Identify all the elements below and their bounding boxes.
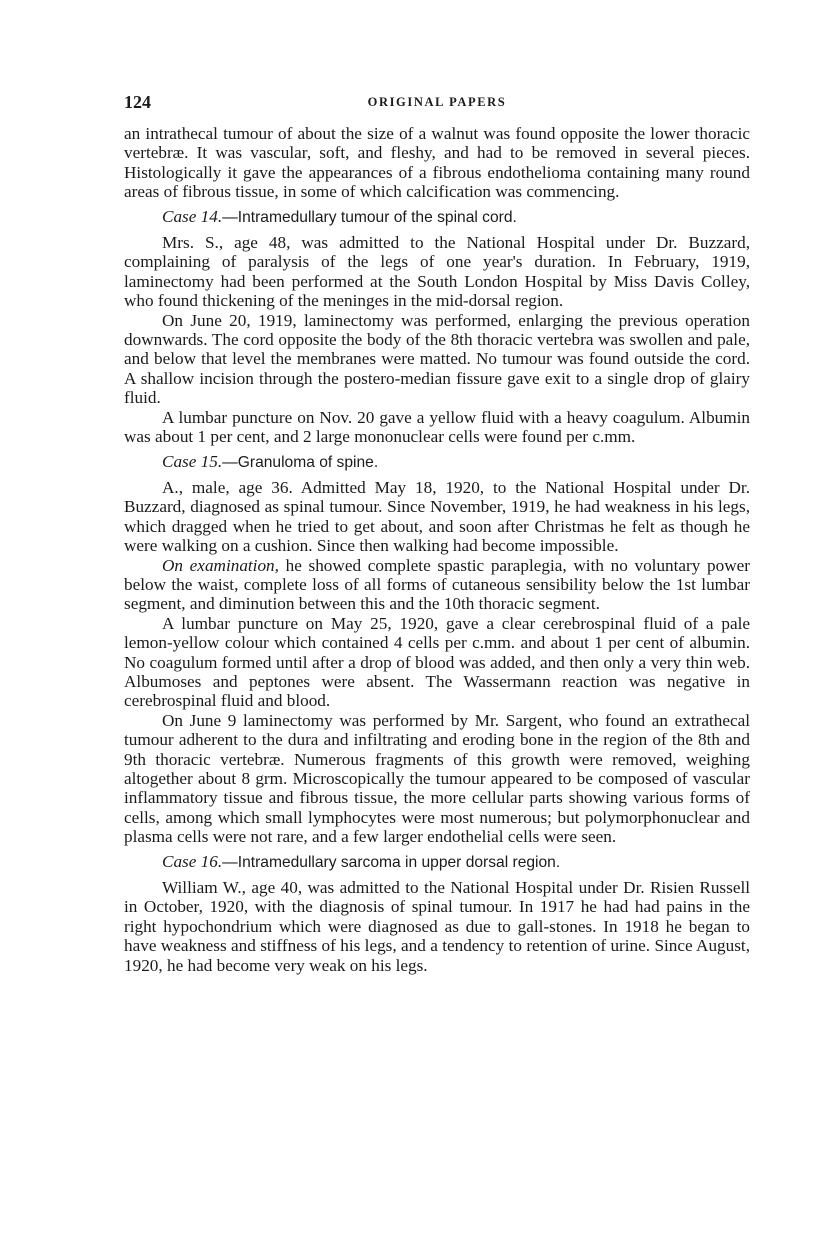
intro-paragraph: an intrathecal tumour of about the size of a walnut was found opposite the lower thoracic vertebræ. It was vascular, soft, and fleshy, and had to be removed in several pieces. Histologically it gave the appearances of a fibrous endothelioma containing many round areas of fibrous tissue, in some of which calcification was commencing. — [124, 124, 750, 202]
case-16-label: Case 16. — [162, 851, 223, 871]
case-14-label: Case 14. — [162, 206, 223, 226]
case-15-paragraph: On June 9 laminectomy was performed by Mr. Sargent, who found an extrathecal tumour adherent to the dura and infiltrating and eroding bone in the region of the 8th and 9th thoracic vertebræ. Numerous fragments of this growth were removed, weighing altogether about 8 grm. Microscopically the tumour appeared to be composed of vascular inflammatory tissue and fibrous tissue, the more cellular parts showing various forms of cells, among which small lymphocytes were most numerous; but polymorphonuclear and plasma cells were not rare, and a few larger endothelial cells were seen. — [124, 710, 750, 847]
running-title: ORIGINAL PAPERS — [367, 95, 507, 109]
case-14-paragraph: A lumbar puncture on Nov. 20 gave a yellow fluid with a heavy coagulum. Albumin was about 1 per cent, and 2 large mononuclear cells were found per c.mm. — [124, 407, 750, 447]
case-14-paragraph: On June 20, 1919, laminectomy was performed, enlarging the previous operation downwards. The cord opposite the body of the 8th thoracic vertebra was swollen and pale, and below that level the membranes were matted. No tumour was found outside the cord. A shallow incision through the postero-median fissure gave exit to a single drop of glairy fluid. — [124, 310, 750, 408]
examination-lead: On examination, — [162, 555, 279, 575]
case-15-paragraph: A lumbar puncture on May 25, 1920, gave a clear cerebrospinal fluid of a pale lemon-yellow colour which contained 4 cells per c.mm. and about 1 per cent of albumin. No coagulum formed until after a drop of blood was added, and then only a very thin web. Albumoses and peptones were absent. The Wassermann reaction was negative in cerebrospinal fluid and blood. — [124, 613, 750, 711]
page-number: 124 — [124, 92, 151, 112]
case-14-heading — [124, 207, 750, 227]
case-14-title: —Intramedullary tumour of the spinal cord. — [222, 208, 517, 226]
case-15-paragraph: A., male, age 36. Admitted May 18, 1920, to the National Hospital under Dr. Buzzard, diagnosed as spinal tumour. Since November, 1919, he had weakness in his legs, which dragged when he tried to get about, and soon after Christmas he felt as though he were walking on a cushion. Since then walking had become impossible. — [124, 477, 750, 556]
case-14-paragraph: Mrs. S., age 48, was admitted to the National Hospital under Dr. Buzzard, complaining of paralysis of the legs of one year's duration. In February, 1919, laminectomy had been performed at the South London Hospital by Miss Davis Colley, who found thickening of the meninges in the mid-dorsal region. — [124, 233, 750, 311]
case-15-examination-paragraph — [124, 556, 750, 614]
page-header — [124, 92, 750, 114]
case-15-title: —Granuloma of spine. — [222, 453, 379, 471]
examination-text: he showed complete spastic paraplegia, with no voluntary power below the waist, complete loss of all forms of cutaneous sensibility below the 1st lumbar segment, and diminution between this and the 10th thoracic segment. — [124, 555, 750, 614]
document-page — [124, 92, 750, 975]
case-15-label: Case 15. — [162, 451, 223, 471]
case-16-title: —Intramedullary sarcoma in upper dorsal region. — [222, 853, 561, 871]
case-16-paragraph: William W., age 40, was admitted to the National Hospital under Dr. Risien Russell in October, 1920, with the diagnosis of spinal tumour. In 1917 he had had pains in the right hypochondrium which were diagnosed as due to gall-stones. In 1918 he began to have weakness and stiffness of his legs, and a tendency to retention of urine. Since August, 1920, he had become very weak on his legs. — [124, 878, 750, 975]
case-16-heading — [124, 852, 750, 872]
case-15-heading — [124, 452, 750, 472]
